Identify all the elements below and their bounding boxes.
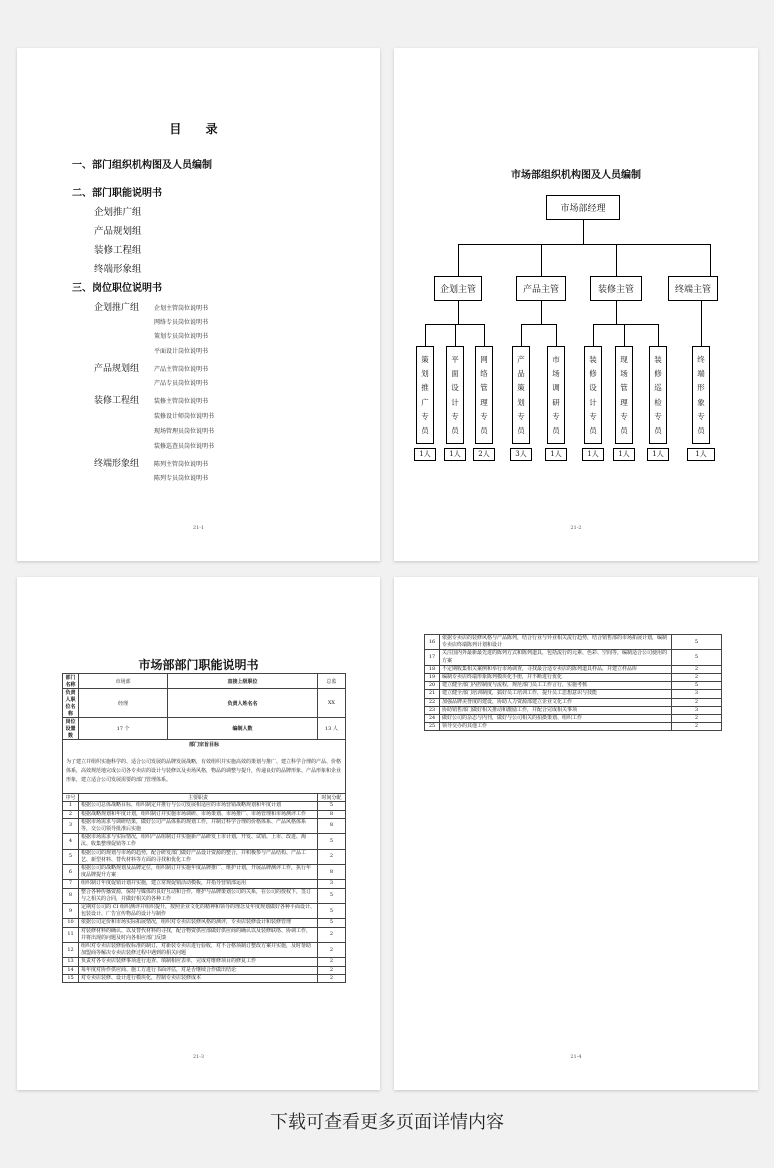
duty-text: 组织对专卖店装修验收标准的制订，对新装专卖店进行验收，对不合格项制订整改方案并实施，及时帮助加盟商等解决专卖店装修过程中遇到的相关问题	[79, 943, 318, 958]
org-connector	[458, 301, 459, 324]
duty-text: 每年度对协作供应商、施工方进行书面评估，对是否继续合作做出结论	[79, 966, 318, 974]
duty-time: 2	[318, 943, 346, 958]
org-staff-box: 产 品 策 划 专 员	[512, 346, 530, 444]
org-staff-box: 现 场 管 理 专 员	[615, 346, 633, 444]
duty-text: 协助销售部门做好相关推动和激励工作，并配合完成相关事项	[440, 706, 672, 714]
toc-group-item: 网络专员岗位说明书	[154, 319, 209, 326]
duty-no: 14	[63, 966, 79, 974]
dept-title: 市场部部门职能说明书	[138, 658, 259, 672]
org-connector	[593, 324, 594, 346]
duty-no: 4	[63, 834, 79, 849]
duty-text: 整合各种传播资源，保持与媒体的良好互动和合作，维护与品牌策划公司的关系，在公司的授权下，签订与之相关的合同，并做好相关的各种工作	[79, 888, 318, 903]
value-posts: 17 个	[79, 718, 168, 740]
toc-group-item: 企划主管岗位说明书	[154, 305, 209, 312]
toc-section-1: 一、部门组织机构图及人员编制	[72, 160, 212, 171]
duty-time: 2	[318, 958, 346, 966]
duty-row	[63, 880, 346, 888]
value-head: 经理	[79, 689, 168, 718]
duty-text: 根据市场需求与调研结果，做好公司产品体系的规划工作，并制订科学合理的价格体系、产品风格体系等，交公司领导批准后实施	[79, 818, 318, 833]
duty-text: 根据公司的规划与市场的趋势，配合研发部门做好产品设计资源的整合，并积极参与产品结构、产品工艺、新型材料、替代材料等方面的寻找和优化工作	[79, 849, 318, 864]
duty-no: 24	[425, 715, 440, 723]
org-manager-box: 装修主管	[590, 276, 642, 301]
duty-row	[425, 698, 722, 706]
duty-time: 5	[318, 904, 346, 919]
duty-no: 25	[425, 723, 440, 731]
duty-row	[425, 690, 722, 698]
org-title: 市场部组织机构图及人员编制	[511, 170, 641, 181]
toc-sec2-item: 终端形象组	[94, 264, 142, 275]
col-no: 序号	[63, 794, 79, 802]
duty-row	[63, 974, 346, 982]
toc-group-item: 装修主管岗位说明书	[154, 398, 209, 405]
value-superior: 总监	[317, 674, 345, 689]
toc-group-name: 装修工程组	[94, 396, 140, 406]
toc-group-name: 终端形象组	[94, 459, 140, 469]
duty-no: 22	[425, 698, 440, 706]
duty-text: 建立健全部门培训制度，搞好员工培训工作，提升员工思想意识与技能	[440, 690, 672, 698]
duty-no: 2	[63, 810, 79, 818]
org-staff-box: 终 端 形 象 专 员	[692, 346, 710, 444]
org-staff-count: 1人	[687, 448, 715, 461]
duty-row	[63, 888, 346, 903]
org-staff-count: 3人	[510, 448, 532, 461]
org-staff-box: 市 场 调 研 专 员	[547, 346, 565, 444]
org-connector	[484, 324, 485, 346]
org-connector	[521, 324, 522, 346]
duty-text: 关注国内外最新最先进的陈列方式和陈列道具，包括流行的元素、色彩、空间等，编制适合公司使用的方案	[440, 650, 672, 665]
duty-row	[63, 865, 346, 880]
toc-section-3: 三、岗位职位说明书	[72, 283, 162, 294]
duty-no: 19	[425, 674, 440, 682]
duty-time: 2	[318, 974, 346, 982]
page-toc	[17, 48, 380, 561]
duty-row	[63, 834, 346, 849]
duty-row	[425, 665, 722, 673]
duty-row	[63, 810, 346, 818]
duty-time: 3	[672, 690, 722, 698]
org-root-box: 市场部经理	[546, 195, 620, 220]
toc-section-2: 二、部门职能说明书	[72, 188, 162, 199]
duty-row	[425, 674, 722, 682]
duty-text: 组织制订年度促销计划并实施，建立常规促销活动模板，并指导营销部运用	[79, 880, 318, 888]
duty-time: 5	[318, 888, 346, 903]
duty-row	[425, 635, 722, 650]
org-connector	[425, 324, 426, 346]
page-dept-function	[17, 577, 380, 1090]
org-connector	[593, 324, 659, 325]
duty-row	[63, 943, 346, 958]
org-connector	[541, 244, 542, 276]
org-staff-count: 1人	[444, 448, 466, 461]
toc-group-name: 产品规划组	[94, 364, 140, 374]
toc-group-item: 现场管理员岗位说明书	[154, 428, 215, 435]
goal-text: 为了建立并组织实施科学的、适合公司发展的品牌发展战略，有效组织并实施高效的策划与推广、建立科学合理的产品、价格体系，高效规范地完成公司各专卖店的设计与装修以及卖场风格，物品的调整与提升，传递良好的品牌形象、产品形象和企业形象，建立适合公司发展需要的部门管理体系。	[63, 750, 346, 794]
duty-text: 根据公司的战略规划及品牌定位，组织制订并实施年度品牌推广、维护计划，开展品牌测评工作，执行年度品牌提升方案	[79, 865, 318, 880]
duty-time: 2	[672, 723, 722, 731]
org-connector	[658, 324, 659, 346]
duty-text: 领导交办的其他工作	[440, 723, 672, 731]
org-manager-box: 终端主管	[668, 276, 718, 301]
org-connector	[541, 301, 542, 324]
toc-sec2-item: 产品规划组	[94, 226, 142, 237]
label-posts: 岗位设置数	[63, 718, 79, 740]
duty-time: 5	[672, 682, 722, 690]
duty-no: 21	[425, 690, 440, 698]
duty-text: 依据公司定价和市场实际拓展情况，组织对专卖店装修风格的测评，专卖店装修设计和装修管理	[79, 919, 318, 927]
duty-time: 2	[672, 715, 722, 723]
col-time: 时间分配	[318, 794, 346, 802]
page-number: 21-3	[192, 1054, 205, 1060]
label-dept-name: 部门名称	[63, 674, 79, 689]
duty-row	[63, 818, 346, 833]
duty-row	[425, 706, 722, 714]
toc-group-name: 企划推广组	[94, 303, 140, 313]
duty-no: 5	[63, 849, 79, 864]
duty-no: 9	[63, 904, 79, 919]
duty-text: 对装修材料的确认、以及替代材料的寻找，配合物资供应部做好供应商的确认以及装修联络、协调工作，并将出现的问题及时向各相应部门反馈	[79, 927, 318, 942]
duty-no: 8	[63, 888, 79, 903]
page-number: 21-2	[570, 525, 582, 531]
duty-row	[425, 723, 722, 731]
duty-no: 10	[63, 919, 79, 927]
org-staff-count: 1人	[414, 448, 436, 461]
label-goal: 部门宗旨目标	[63, 740, 346, 750]
org-connector	[458, 244, 711, 245]
dept-table	[62, 673, 346, 983]
org-manager-box: 企划主管	[434, 276, 482, 301]
duty-time: 2	[672, 665, 722, 673]
duty-no: 23	[425, 706, 440, 714]
duty-text: 编制专卖店终端形象陈列模块化手册，并不断进行优化	[440, 674, 672, 682]
duty-time: 5	[318, 834, 346, 849]
duty-no: 12	[63, 943, 79, 958]
duty-row	[63, 904, 346, 919]
duty-no: 20	[425, 682, 440, 690]
duty-row	[63, 958, 346, 966]
duty-time: 5	[318, 919, 346, 927]
toc-group-item: 陈列专员岗位说明书	[154, 475, 209, 482]
duty-time: 5	[672, 635, 722, 650]
org-connector	[701, 301, 702, 346]
label-head: 负责人职位名称	[63, 689, 79, 718]
duty-text: 根据市场需求与实际情况，组织产品组制订并实施新产品研发上市计划，开发、试销、上市、改进、淘汰、收集整理促销等工作	[79, 834, 318, 849]
duty-time: 5	[318, 802, 346, 810]
org-connector	[458, 244, 459, 276]
duty-time: 2	[672, 698, 722, 706]
duty-text: 依据专卖店的装修风格与产品陈列，结合行业与异业相关流行趋势，结合销售部的市场拓展计划，编制专卖店终端陈列计划和设计	[440, 635, 672, 650]
duty-time: 8	[318, 818, 346, 833]
duty-time: 5	[672, 650, 722, 665]
org-staff-count: 1人	[647, 448, 669, 461]
duty-time: 8	[318, 810, 346, 818]
duty-no: 13	[63, 958, 79, 966]
org-connector	[710, 244, 711, 276]
label-head-name: 负责人姓名名	[168, 689, 318, 718]
duty-no: 7	[63, 880, 79, 888]
page-org-chart	[394, 48, 758, 561]
toc-group-item: 装修设计师岗位说明书	[154, 413, 215, 420]
duty-no: 18	[425, 665, 440, 673]
org-staff-count: 2人	[473, 448, 495, 461]
toc-title: 目 录	[169, 122, 228, 136]
dept-table-cont	[424, 634, 722, 731]
duty-row	[63, 919, 346, 927]
duty-row	[63, 966, 346, 974]
toc-group-item: 策划专员岗位说明书	[154, 333, 209, 340]
download-more-text[interactable]: 下载可查看更多页面详情内容	[270, 1112, 504, 1133]
duty-text: 建立健全部门内控制度与流程，规范部门员工工作言行，实施考核	[440, 682, 672, 690]
toc-group-item: 装修巡查员岗位说明书	[154, 443, 215, 450]
toc-sec2-item: 企划推广组	[94, 207, 142, 218]
toc-group-item: 产品主管岗位说明书	[154, 366, 209, 373]
duty-text: 不定期收集相关案例和举行市场调查，寻找最合适专卖店的陈列道具样品，并建立样品库	[440, 665, 672, 673]
toc-group-item: 产品专员岗位说明书	[154, 380, 209, 387]
value-staff: 13 人	[317, 718, 345, 740]
org-connector	[521, 324, 557, 325]
duty-text: 对专卖店装修、设计进行模块化，控制专卖店装修成本	[79, 974, 318, 982]
duty-row	[425, 715, 722, 723]
duty-row	[63, 802, 346, 810]
org-staff-count: 1人	[613, 448, 635, 461]
duty-time: 2	[318, 966, 346, 974]
label-superior: 直接上级职位	[168, 674, 318, 689]
duty-row	[63, 849, 346, 864]
duty-time: 2	[318, 849, 346, 864]
org-staff-count: 1人	[545, 448, 567, 461]
duty-no: 17	[425, 650, 440, 665]
duty-time: 3	[318, 880, 346, 888]
toc-sec2-item: 装修工程组	[94, 245, 142, 256]
duty-no: 6	[63, 865, 79, 880]
duty-text: 做好公司的杂志与内刊，做好与公司相关的拍摄策划、组织工作	[440, 715, 672, 723]
duty-text: 定期对公司的 CI 组织测评并组织提升，按照企业文化的精神和领导的理念及年度规划做好各种平面设计、包装设计、广告宣传物品的设计与制作	[79, 904, 318, 919]
duty-row	[63, 927, 346, 942]
org-staff-box: 装 修 巡 检 专 员	[649, 346, 667, 444]
page-number: 21-4	[570, 1054, 582, 1060]
org-connector	[624, 324, 625, 346]
org-staff-count: 1人	[582, 448, 604, 461]
page-dept-function-cont	[394, 577, 758, 1090]
duty-row	[425, 682, 722, 690]
duty-row	[425, 650, 722, 665]
org-connector	[616, 301, 617, 324]
duty-text: 根据战略规划和年度计划，组织制订并实施市场调研、市场策划、市场推广、市场管理和市场测评工作	[79, 810, 318, 818]
org-connector	[583, 220, 584, 244]
duty-no: 16	[425, 635, 440, 650]
toc-group-item: 平面设计岗位说明书	[154, 348, 209, 355]
org-connector	[455, 324, 456, 346]
duty-text: 加强品牌美誉度的建设，协助人力资源部建立企业文化工作	[440, 698, 672, 706]
duty-text: 根据公司总体战略目标，组织制定并推行与公司发展相适应的市场营销战略规划和年度计划	[79, 802, 318, 810]
duty-time: 8	[318, 865, 346, 880]
col-duty: 主要职责	[79, 794, 318, 802]
value-head-name: XX	[317, 689, 345, 718]
org-staff-box: 网 络 管 理 专 员	[475, 346, 493, 444]
duty-no: 1	[63, 802, 79, 810]
org-staff-box: 装 修 设 计 专 员	[584, 346, 602, 444]
org-connector	[556, 324, 557, 346]
page-number: 21-1	[192, 525, 205, 531]
org-manager-box: 产品主管	[516, 276, 566, 301]
duty-no: 15	[63, 974, 79, 982]
duty-time: 2	[318, 927, 346, 942]
duty-no: 3	[63, 818, 79, 833]
duty-text: 负责对各专卖店装修事项进行追查、填制相应表单，完成对维修项目的修复工作	[79, 958, 318, 966]
toc-group-item: 陈列主管岗位说明书	[154, 461, 209, 468]
value-dept-name: 市场部	[79, 674, 168, 689]
duty-time: 3	[672, 706, 722, 714]
org-staff-box: 平 面 设 计 专 员	[446, 346, 464, 444]
duty-no: 11	[63, 927, 79, 942]
org-staff-box: 策 划 推 广 专 员	[416, 346, 434, 444]
duty-time: 2	[672, 674, 722, 682]
label-staff: 编制人数	[168, 718, 318, 740]
org-connector	[616, 244, 617, 276]
